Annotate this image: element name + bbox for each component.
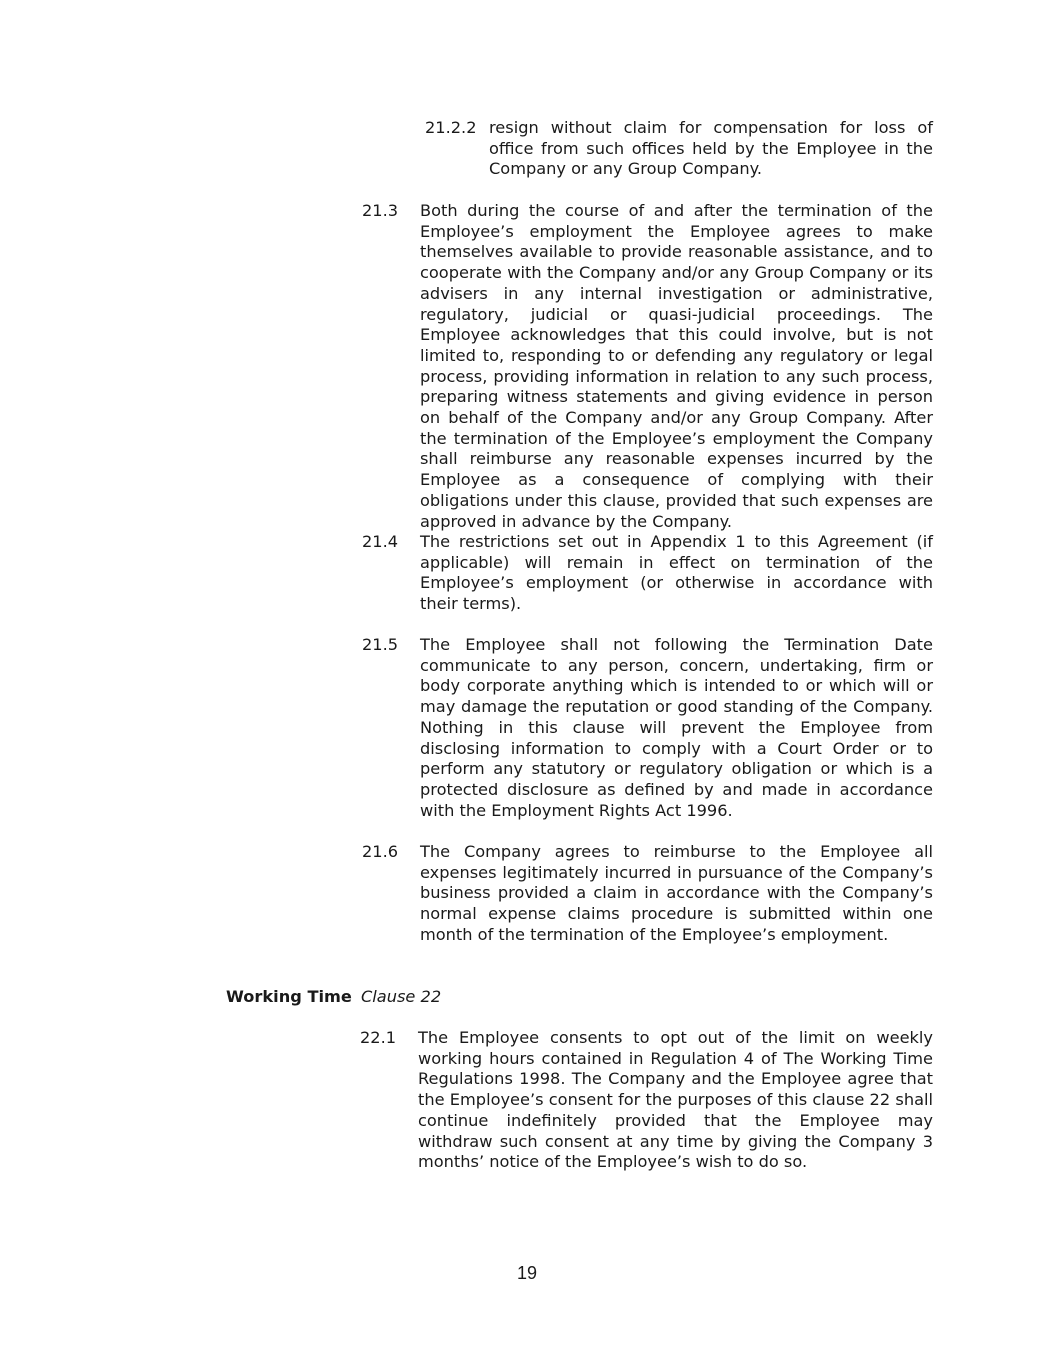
clause-title: Clause 22 bbox=[361, 987, 442, 1006]
clause-text: The Company agrees to reimburse to the Employee all expenses legitimately incurred in pursuance of the Company’s business provided a claim in accordance with the Company’s normal expense claims procedure is submitted within one month of the termination of the Employee’s employment. bbox=[420, 842, 933, 944]
clause-number: 21.6 bbox=[362, 842, 399, 861]
section-heading: Working Time bbox=[226, 987, 352, 1006]
clause-text: The Employee consents to opt out of the limit on weekly working hours contained in Regulation 4 of The Working Time Regulations 1998. The Company and the Employee agree that the Employee’s consent for the purposes of this clause 22 shall continue indefinitely provided that the Employee may withdraw such consent at any time by giving the Company 3 months’ notice of the Employee’s wish to do so. bbox=[418, 1028, 933, 1172]
page-number: 19 bbox=[517, 1263, 538, 1283]
clause-number: 21.2.2 bbox=[425, 118, 477, 137]
clause-number: 22.1 bbox=[360, 1028, 397, 1047]
clause-text: The Employee shall not following the Termination Date communicate to any person, concern, undertaking, firm or body corporate anything which is intended to or which will or may damage the reputation or good standing of the Company. Nothing in this clause will prevent the Employee from disclosing information to comply with a Court Order or to perform any statutory or regulatory obligation or which is a protected disclosure as defined by and made in accordance with the Employment Rights Act 1996. bbox=[420, 635, 933, 820]
clause-text: The restrictions set out in Appendix 1 to this Agreement (if applicable) will remain in effect on termination of the Employee’s employment (or otherwise in accordance with their terms). bbox=[420, 532, 933, 614]
clause-number: 21.4 bbox=[362, 532, 399, 551]
clause-number: 21.5 bbox=[362, 635, 399, 654]
clause-number: 21.3 bbox=[362, 201, 399, 220]
clause-text: resign without claim for compensation for loss of office from such offices held by the Employee in the Company or any Group Company. bbox=[489, 118, 933, 179]
clause-text: Both during the course of and after the termination of the Employee’s employment the Employee agrees to make themselves available to provide reasonable assistance, and to cooperate with the Company and/or any Group Company or its advisers in any internal investigation or administrative, regulatory, judicial or quasi-judicial proceedings. The Employee acknowledges that this could involve, but is not limited to, responding to or defending any regulatory or legal process, providing information in relation to any such process, preparing witness statements and giving evidence in person on behalf of the Company and/or any Group Company. After the termination of the Employee’s employment the Company shall reimburse any reasonable expenses incurred by the Employee as a consequence of complying with their obligations under this clause, provided that such expenses are approved in advance by the Company. bbox=[420, 201, 933, 531]
